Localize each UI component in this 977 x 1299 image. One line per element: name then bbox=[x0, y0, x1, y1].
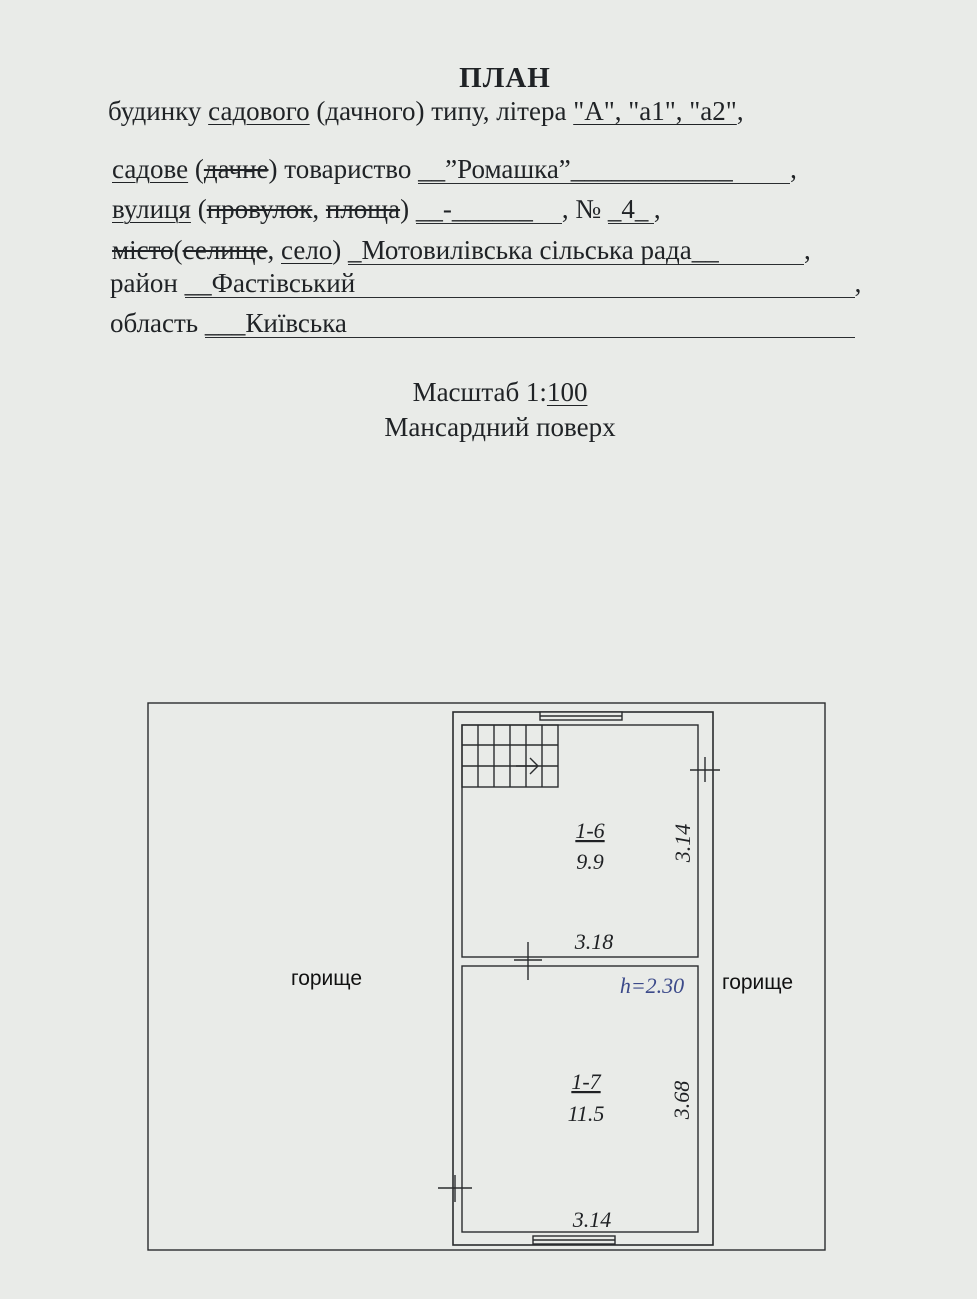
header-line-building-type: будинку садового (дачного) типу, літера "А", "а1", "а2", bbox=[108, 96, 744, 126]
scale-line bbox=[0, 377, 977, 408]
window-top-icon bbox=[540, 712, 622, 720]
street-label: вулиця bbox=[112, 194, 191, 224]
room-lower-length: 3.68 bbox=[669, 1080, 694, 1120]
struck-dacha-label: дачне bbox=[203, 154, 269, 184]
region-value: ___Київська bbox=[205, 309, 855, 338]
floor-plan-drawing bbox=[0, 690, 977, 1270]
struck-square-label: площа bbox=[325, 194, 401, 224]
staircase-icon bbox=[462, 725, 558, 787]
dimension-tick-left-lower bbox=[438, 1175, 472, 1202]
room-lower-walls bbox=[462, 966, 698, 1232]
header-line-region bbox=[110, 308, 855, 339]
building-letters-value: "А", "а1", "а2" bbox=[573, 96, 737, 126]
dimension-tick-middle bbox=[514, 942, 542, 980]
room-lower-id: 1-7 bbox=[571, 1069, 601, 1094]
scale-label: Масштаб 1: bbox=[412, 377, 547, 407]
header-line-district: район __Фастівський , bbox=[110, 268, 862, 298]
dimension-tick-right-upper bbox=[690, 757, 720, 782]
document-title: ПЛАН bbox=[459, 62, 551, 94]
window-bottom-icon bbox=[533, 1236, 615, 1244]
room-upper-id: 1-6 bbox=[575, 818, 605, 843]
header-line-street: вулиця (провулок, площа) __-______ , № _4_ , bbox=[112, 194, 661, 224]
street-value: __-______ bbox=[416, 195, 562, 224]
house-number-value: _4_ bbox=[608, 195, 654, 224]
room-upper-width: 3.18 bbox=[574, 929, 614, 954]
room-upper-length: 3.14 bbox=[670, 823, 695, 863]
garden-type-label: садового bbox=[208, 96, 310, 126]
scale-value: 100 bbox=[546, 377, 588, 407]
floor-name: Мансардний поверх bbox=[384, 412, 616, 442]
district-value: __Фастівський bbox=[185, 269, 855, 298]
council-value: _Мотовилівська сільська рада__ bbox=[348, 236, 804, 265]
village-label: село bbox=[281, 235, 333, 265]
room-lower-width: 3.14 bbox=[572, 1207, 612, 1232]
struck-lane-label: провулок bbox=[206, 194, 313, 224]
attic-right-label: горище bbox=[722, 971, 794, 994]
attic-left-label: горище bbox=[291, 967, 363, 990]
ceiling-height: h=2.30 bbox=[619, 973, 685, 998]
society-type-label: садове bbox=[112, 154, 189, 184]
header-line-settlement: місто(селище, село) _Мотовилівська сільська рада__ , bbox=[112, 235, 811, 265]
roof-outline bbox=[148, 703, 825, 1250]
region-label: область bbox=[110, 308, 205, 338]
society-name-value: __”Ромашка”____________ bbox=[418, 155, 790, 184]
room-upper-area: 9.9 bbox=[576, 849, 604, 874]
struck-city-label: місто bbox=[112, 235, 174, 265]
header-line-society: садове (дачне) товариство __”Ромашка”____________ , bbox=[112, 154, 797, 184]
struck-town-label: селище bbox=[182, 235, 268, 265]
district-label: район bbox=[110, 268, 185, 298]
room-lower-area: 11.5 bbox=[567, 1101, 605, 1126]
